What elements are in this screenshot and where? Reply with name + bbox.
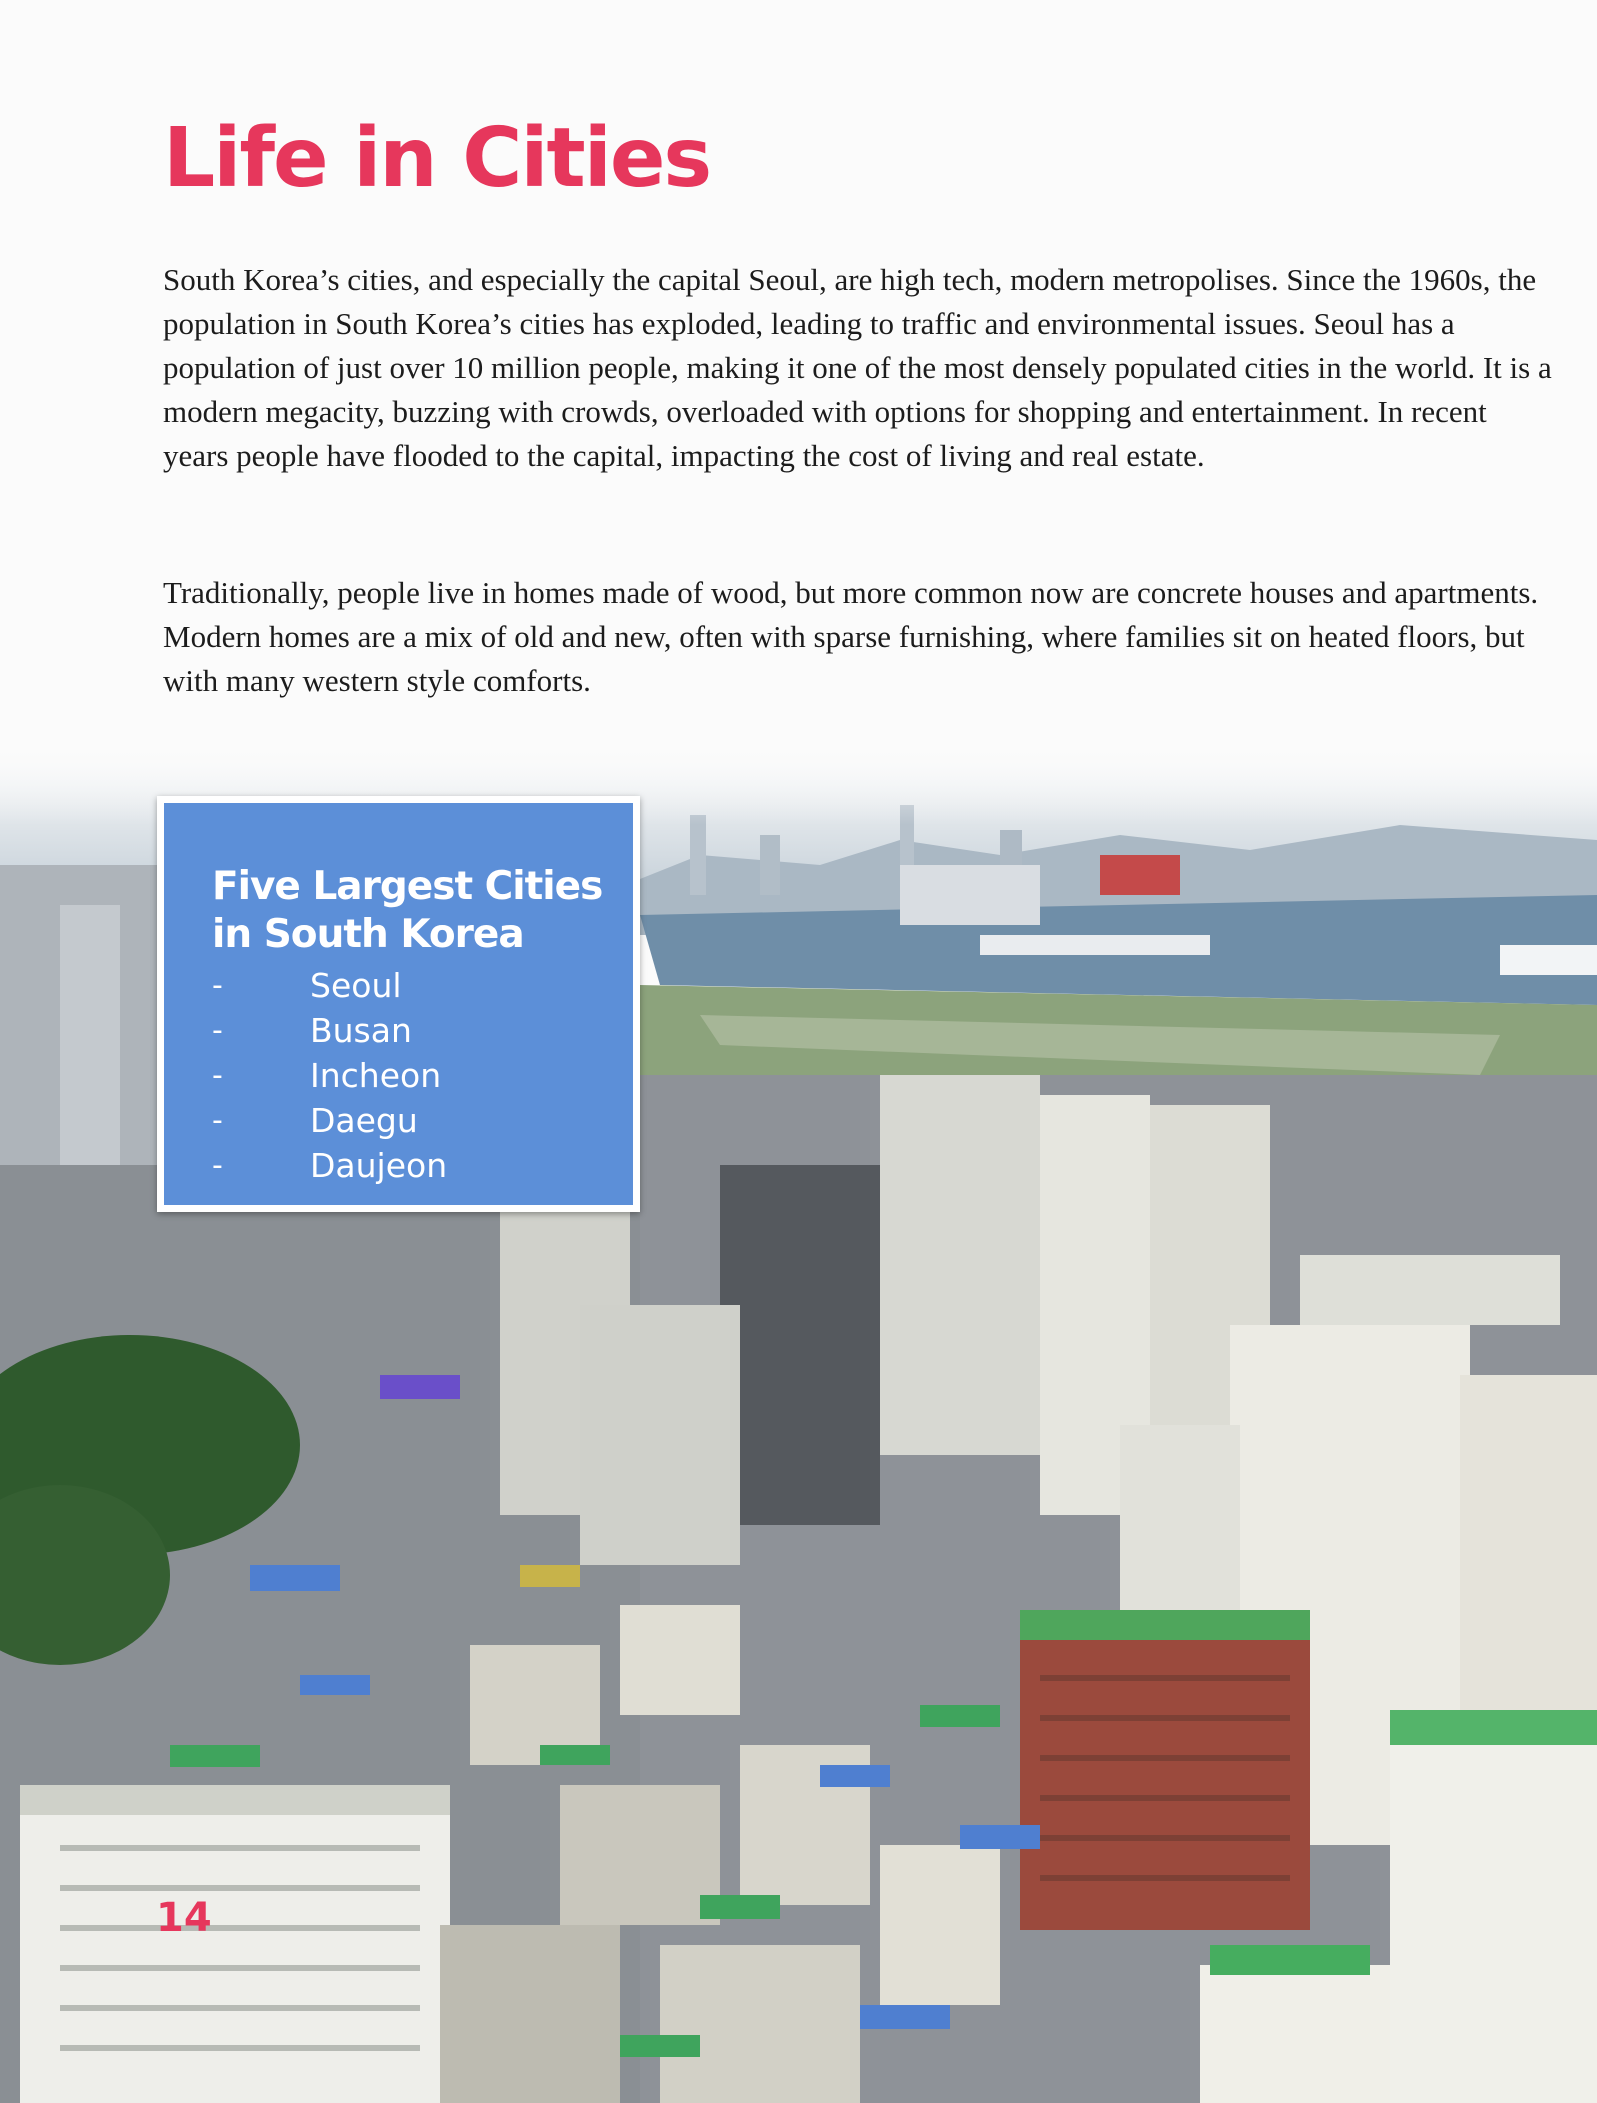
bullet-dash: - <box>212 1103 223 1138</box>
city-name: Daujeon <box>310 1146 448 1185</box>
body-paragraph-2: Traditionally, people live in homes made of wood, but more common now are concrete houses and apartments. Modern homes are a mix of old and new, often with sparse furnishing, where families sit on heated floors, but with many western style comforts. <box>163 575 1539 698</box>
bullet-dash: - <box>212 1013 223 1048</box>
city-list <box>212 963 592 1188</box>
largest-cities-title: Five Largest Cities in South Korea <box>212 864 603 957</box>
page-title: Life in Cities <box>163 111 711 206</box>
largest-cities-box <box>157 796 640 1212</box>
list-item <box>212 1098 592 1143</box>
body-paragraph-1: South Korea’s cities, and especially the capital Seoul, are high tech, modern metropolises. Since the 1960s, the population in South Korea’s cities has exploded, leading to traffic and environmental issues. Seoul has a population of just over 10 million people, making it one of the most densely populated cities in the world. It is a modern megacity, buzzing with crowds, overloaded with options for shopping and entertainment. In recent years people have flooded to the capital, impacting the cost of living and real estate. <box>163 262 1552 473</box>
list-item <box>212 963 592 1008</box>
list-item <box>212 1143 592 1188</box>
bullet-dash: - <box>212 1058 223 1093</box>
city-name: Seoul <box>310 966 402 1005</box>
bullet-dash: - <box>212 1148 223 1183</box>
bullet-dash: - <box>212 968 223 1003</box>
page-number: 14 <box>156 1895 212 1941</box>
list-item <box>212 1008 592 1053</box>
city-name: Incheon <box>310 1056 442 1095</box>
city-name: Busan <box>310 1011 412 1050</box>
list-item <box>212 1053 592 1098</box>
city-name: Daegu <box>310 1101 418 1140</box>
